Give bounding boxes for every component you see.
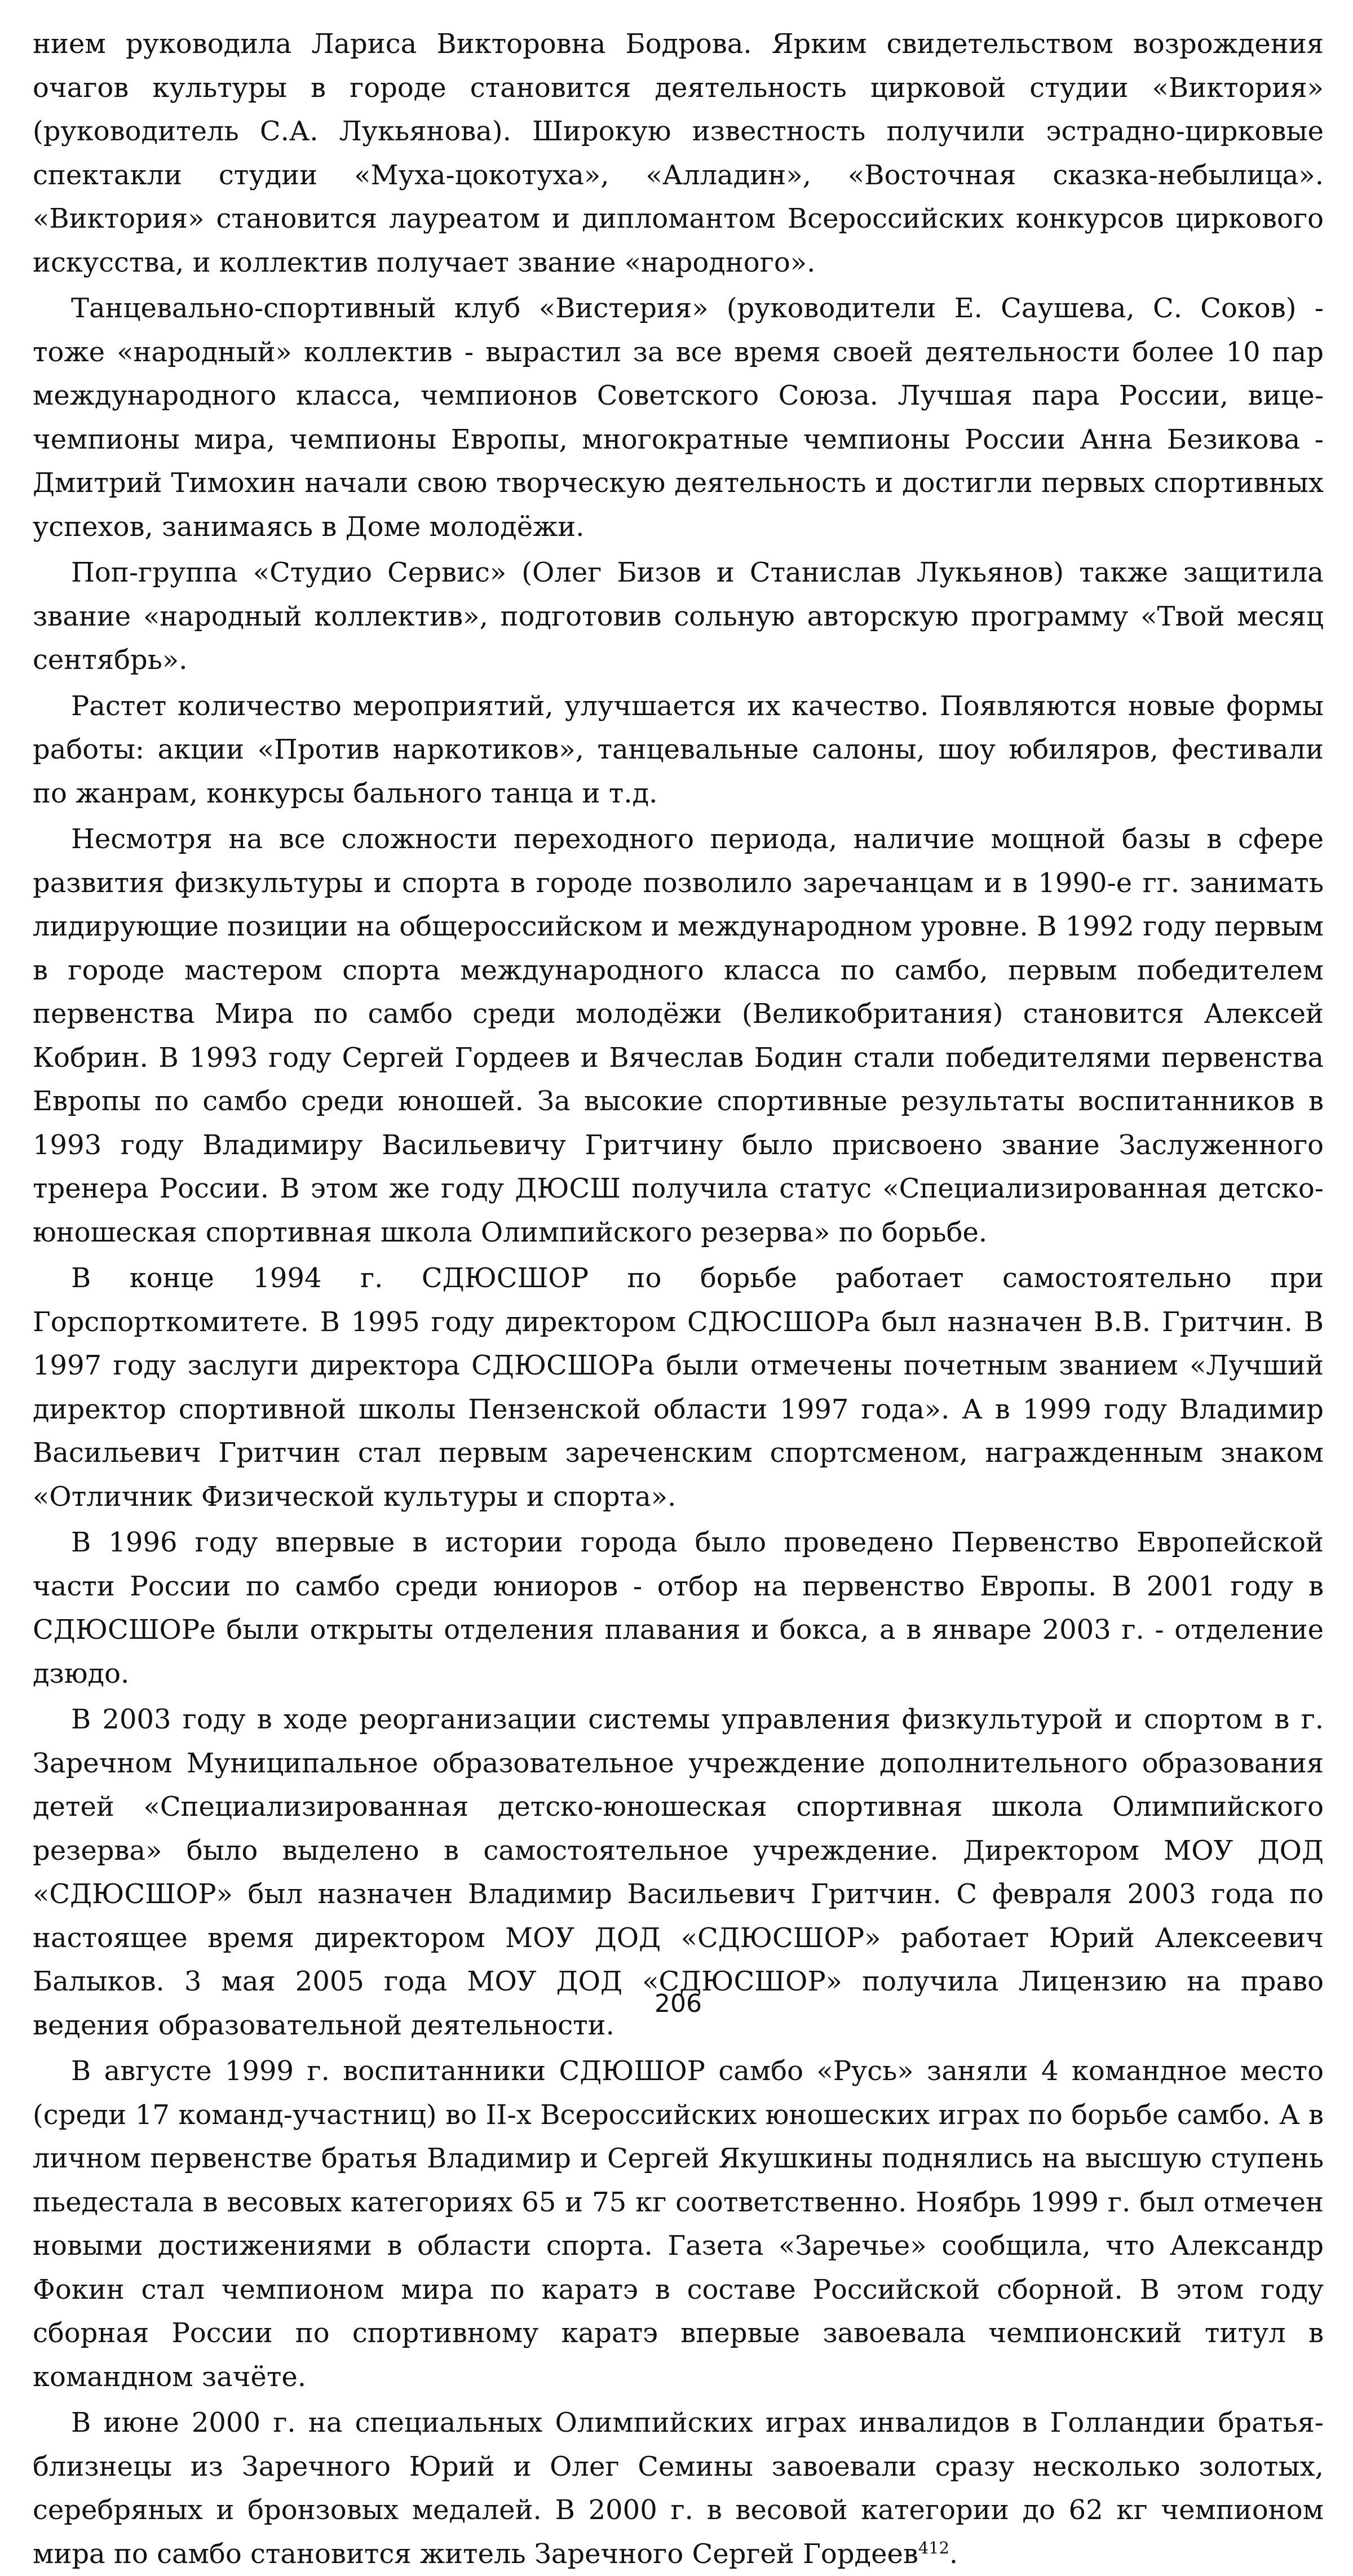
paragraph-studio-service: Поп-группа «Студио Сервис» (Олег Бизов и Станислав Лукьянов) также защитила звание «народный коллектив», подготовив сольную авторскую программу «Твой месяц сентябрь». <box>33 557 1324 676</box>
paragraph-sports-1990s: Несмотря на все сложности переходного периода, наличие мощной базы в сфере развития физкультуры и спорта в городе позволило заречанцам и в 1990-е гг. занимать лидирующие позиции на общероссийском и международном уровне. В 1992 году первым в городе мастером спорта международного класса по самбо, первым победителем первенства Мира по самбо среди молодёжи (Великобритания) становится Алексей Кобрин. В 1993 году Сергей Гордеев и Вячеслав Бодин стали победителями первенства Европы по самбо среди юношей. За высокие спортивные результаты воспитанников в 1993 году Владимиру Васильевичу Гритчину было присвоено звание Заслуженного тренера России. В этом же году ДЮСШ получила статус «Специализированная детско-юношеская спортивная школа Олимпийского резерва» по борьбе. <box>33 823 1324 1248</box>
paragraph-wisteria-club: Танцевально-спортивный клуб «Вистерия» (руководители Е. Саушева, С. Соков) - тоже «народный» коллектив - вырастил за все время своей деятельности более 10 пар международного класса, чемпионов Советского Союза. Лучшая пара России, вице-чемпионы мира, чемпионы Европы, многократные чемпионы России Анна Безикова - Дмитрий Тимохин начали свою творческую деятельность и достигли первых спортивных успехов, занимаясь в Доме молодёжи. <box>33 292 1324 543</box>
book-page <box>33 23 1324 2570</box>
paragraph-events: Растет количество мероприятий, улучшается их качество. Появляются новые формы работы: акции «Против наркотиков», танцевальные салоны, шоу юбиляров, фестивали по жанрам, конкурсы бального танца и т.д. <box>33 690 1324 809</box>
body-text <box>33 23 1324 2576</box>
page-number: 206 <box>655 1989 702 2018</box>
paragraph-june-2000-text: В июне 2000 г. на специальных Олимпийских играх инвалидов в Голландии братья-близнецы из Заречного Юрий и Олег Семины завоевали сразу несколько золотых, серебряных и бронзовых медалей. В 2000 г. в весовой категории до 62 кг чемпионом мира по самбо становится житель Заречного Сергей Гордеев <box>33 2407 1324 2570</box>
paragraph-studio-victoria: нием руководила Лариса Викторовна Бодрова. Ярким свидетельством возрождения очагов культуры в городе становится деятельность цирковой студии «Виктория» (руководитель С.А. Лукьянова). Широкую известность получили эстрадно-цирковые спектакли студии «Муха-цокотуха», «Алладин», «Восточная сказка-небылица». «Виктория» становится лауреатом и дипломантом Всероссийских конкурсов циркового искусства, и коллектив получает звание «народного». <box>33 28 1324 278</box>
paragraph-june-2000 <box>33 2401 1324 2576</box>
paragraph-august-1999: В августе 1999 г. воспитанники СДЮШОР самбо «Русь» заняли 4 командное место (среди 17 команд-участниц) во II-х Всероссийских юношеских играх по борьбе самбо. А в личном первенстве братья Владимир и Сергей Якушкины поднялись на высшую ступень пьедестала в весовых категориях 65 и 75 кг соответственно. Ноябрь 1999 г. был отмечен новыми достижениями в области спорта. Газета «Заречье» сообщила, что Александр Фокин стал чемпионом мира по каратэ в составе Российской сборной. В этом году сборная России по спортивному каратэ впервые завоевала чемпионский титул в командном зачёте. <box>33 2055 1324 2393</box>
paragraph-1996-championship: В 1996 году впервые в истории города было проведено Первенство Европейской части России по самбо среди юниоров - отбор на первенство Европы. В 2001 году в СДЮСШОРе были открыты отделения плавания и бокса, а в январе 2003 г. - отделение дзюдо. <box>33 1527 1324 1690</box>
footnote-reference: 412 <box>918 2538 949 2557</box>
paragraph-2003-reorganization: В 2003 году в ходе реорганизации системы управления физкультурой и спортом в г. Заречном Муниципальное образовательное учреждение дополнительного образования детей «Специализированная детско-юношеская спортивная школа Олимпийского резерва» было выделено в самостоятельное учреждение. Директором МОУ ДОД «СДЮСШОР» был назначен Владимир Васильевич Гритчин. С февраля 2003 года по настоящее время директором МОУ ДОД «СДЮСШОР» работает Юрий Алексеевич Балыков. 3 мая 2005 года МОУ ДОД «СДЮСШОР» получила Лицензию на право ведения образовательной деятельности. <box>33 1704 1324 2041</box>
paragraph-sdyushor-1994: В конце 1994 г. СДЮСШОР по борьбе работает самостоятельно при Горспорткомитете. В 1995 году директором СДЮСШОРа был назначен В.В. Гритчин. В 1997 году заслуги директора СДЮСШОРа были отмечены почетным званием «Лучший директор спортивной школы Пензенской области 1997 года». А в 1999 году Владимир Васильевич Гритчин стал первым зареченским спортсменом, награжденным знаком «Отличник Физической культуры и спорта». <box>33 1262 1324 1513</box>
final-punctuation: . <box>949 2538 958 2570</box>
